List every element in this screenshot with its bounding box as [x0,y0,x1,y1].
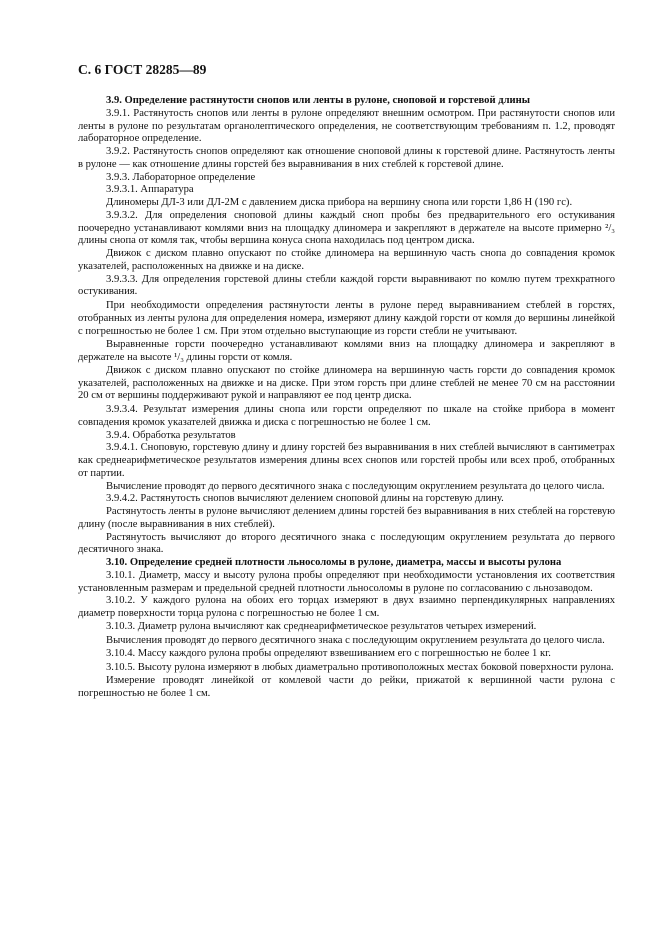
paragraph: Длиномеры ДЛ-3 или ДЛ-2М с давлением диска прибора на вершину снопа или горсти 1,86 Н (190 гс). [106,197,573,208]
paragraph: Вычисления проводят до первого десятичного знака с последующим округлением результата до целого числа. [106,634,605,646]
document-body [78,95,615,700]
paragraph: 3.9.3.4. Результат измерения длины снопа или горсти определяют по шкале на стойке прибора в момент совпадения кромок указателей движка и диска с погрешностью не более 1 см. [78,404,615,428]
section-heading: 3.9. Определение растянутости снопов или ленты в рулоне, сноповой и горстевой длины [106,95,530,106]
paragraph: 3.9.3.3. Для определения горстевой длины стебли каждой горсти выравнивают по комлю путем трехкратного остукивания. [78,273,615,298]
paragraph: 3.9.3. Лабораторное определение [106,171,256,183]
paragraph: Выравненные горсти поочередно устанавливают комлями вниз на площадку длиномера и закрепляют в держателе на высоте ¹/₃ длины горсти от комля. [78,339,615,363]
page-header: С. 6 ГОСТ 28285—89 [78,62,207,77]
section-heading: 3.10. Определение средней плотности льносоломы в рулоне, диаметра, массы и высоты рулона [106,557,562,568]
paragraph: Вычисление проводят до первого десятичного знака с последующим округлением результата до целого числа. [106,480,605,492]
paragraph: 3.10.5. Высоту рулона измеряют в любых диаметрально противоположных местах боковой поверхности рулона. [106,662,614,673]
paragraph: Растянутость вычисляют до второго десятичного знака с последующим округлением результата до первого десятичного знака. [78,531,615,556]
paragraph: 3.9.3.2. Для определения сноповой длины каждый сноп пробы без предварительного его остукивания поочередно устанавливают комлями вниз на площадку длиномера и закрепляют в держателе на высоте примерно ²/₃ длины снопа от комля так, чтобы вершина конуса снопа находилась под центром диска. [78,209,615,247]
paragraph: 3.9.2. Растянутость снопов определяют как отношение сноповой длины к горстевой длине. Растянутость ленты в рулоне — как отношение длины горстей без выравнивания в них стеблей к горстевой длине. [78,146,615,170]
paragraph: Движок с диском плавно опускают по стойке длиномера на вершинную часть снопа до совпадения кромок указателей, расположенных на движке и на диске. [78,248,615,272]
paragraph: 3.9.4.2. Растянутость снопов вычисляют делением сноповой длины на горстевую длину. [106,493,504,505]
paragraph: При необходимости определения растянутости ленты в рулоне перед выравниванием стеблей в горстях, отобранных из ленты рулона для определения номера, измеряют длину каждой горсти от комля до вершины линейкой с погрешностью не более 1 см. При этом отдельно выступающие из горсти стебли не учитывают. [78,300,615,337]
paragraph: Растянутость ленты в рулоне вычисляют делением длины горстей без выравнивания в них стеблей на горстевую длину (после выравнивания в них стеблей). [78,506,615,530]
paragraph: 3.9.1. Растянутость снопов или ленты в рулоне определяют внешним осмотром. При растянутости снопов или ленты в рулоне по результатам органолептического определения, не соответствующим требованиям п. 1.2, проводят лабораторное определение. [78,107,615,145]
paragraph: 3.10.2. У каждого рулона на обоих его торцах измеряют в двух взаимно перпендикулярных направлениях диаметр поверхности торца рулона с погрешностью не более 1 см. [78,595,615,619]
paragraph: Измерение проводят линейкой от комлевой части до рейки, прижатой к вершинной части рулона с погрешностью не более 1 см. [78,674,615,699]
paragraph: 3.10.3. Диаметр рулона вычисляют как среднеарифметическое результатов четырех измерений. [106,620,537,632]
paragraph: 3.9.4. Обработка результатов [106,429,236,441]
paragraph: 3.9.3.1. Аппаратура [106,184,194,196]
paragraph: 3.9.4.1. Сноповую, горстевую длину и длину горстей без выравнивания в них стеблей вычисляют в сантиметрах как среднеарифметическое результатов измерения длины всех снопов или горстей пробы или всех проб, отобранных от партии. [78,442,615,479]
paragraph: 3.10.4. Массу каждого рулона пробы определяют взвешиванием его с погрешностью не более 1 кг. [106,648,551,660]
paragraph: 3.10.1. Диаметр, массу и высоту рулона пробы определяют при необходимости установления их соответствия установленным размерам и предельной средней плотности льносоломы в рулоне по согласованию с льнозаводом. [78,569,615,594]
paragraph: Движок с диском плавно опускают по стойке длиномера на вершинную часть горсти до совпадения кромок указателей, расположенных на движке и на диске. При этом горсть при длине стеблей не менее 70 см на расстоянии 20 см от вершины поддерживают рукой и направляют ее под центр диска. [78,364,615,402]
